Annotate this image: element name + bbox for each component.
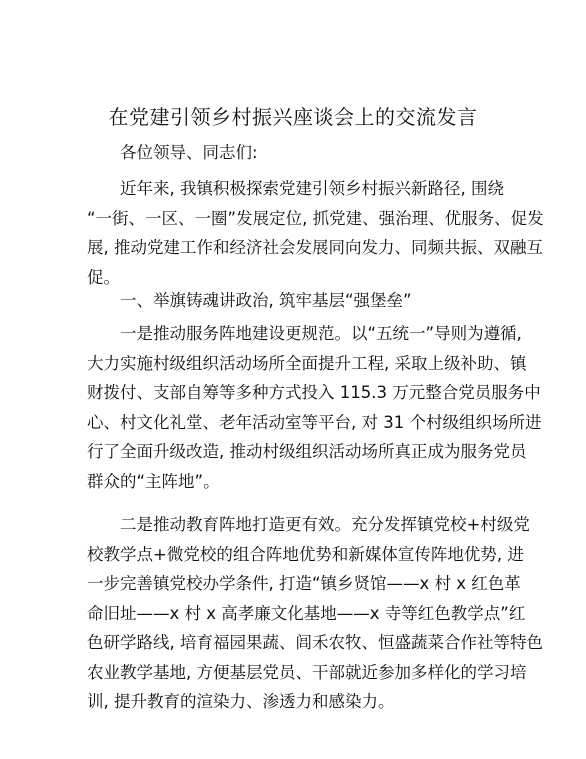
paragraph-line: 一步完善镇党校办学条件, 打造“镇乡贤馆——x 村 x 红色革	[87, 574, 521, 593]
paragraph-line: 一是推动服务阵地建设更规范。以“五统一”导则为遵循,	[120, 324, 522, 343]
paragraph-line: 行了全面升级改造, 推动村级组织活动场所真正成为服务党员	[87, 442, 527, 461]
paragraph-line: 促。	[87, 267, 120, 287]
paragraph-line: 命旧址——x 村 x 高孝廉文化基地——x 寺等红色教学点”红	[87, 603, 526, 623]
paragraph-line: 心、村文化礼堂、老年活动室等平台, 对 31 个村级组织场所进	[87, 412, 542, 432]
paragraph-line: 训, 提升教育的渲染力、渗透力和感染力。	[87, 692, 395, 711]
paragraph-line: 校教学点+微党校的组合阵地优势和新媒体宣传阵地优势, 进	[87, 544, 524, 564]
paragraph-line: 群众的“主阵地”。	[87, 471, 220, 491]
paragraph-line: 二是推动教育阵地打造更有效。充分发挥镇党校+村级党	[120, 515, 530, 534]
paragraph-line: 近年来, 我镇积极探索党建引领乡村振兴新路径, 围绕	[120, 179, 504, 198]
salutation-line: 各位领导、同志们:	[120, 143, 258, 162]
paragraph-service-position	[87, 319, 542, 496]
paragraph-line: 大力实施村级组织活动场所全面提升工程, 采取上级补助、镇	[87, 353, 527, 373]
paragraph-line: 农业教学基地, 方便基层党员、干部就近参加多样化的学习培	[87, 662, 527, 682]
paragraph-intro	[87, 174, 544, 292]
paragraph-line: 展, 推动党建工作和经济社会发展同向发力、同频共振、双融互	[87, 238, 543, 257]
paragraph-line: 色研学路线, 培育福园果蔬、闾禾农牧、恒盛蔬菜合作社等特色	[87, 633, 543, 652]
salutation	[87, 138, 502, 168]
paragraph-line: “一街、一区、一圈”发展定位, 抓党建、强治理、优服务、促发	[87, 208, 544, 228]
document-title: 在党建引领乡村振兴座谈会上的交流发言	[108, 105, 478, 129]
section-heading-text: 一、举旗铸魂讲政治, 筑牢基层“强堡垒”	[120, 291, 412, 310]
section-heading	[87, 286, 502, 316]
paragraph-line: 财拨付、支部自筹等多种方式投入 115.3 万元整合党员服务中	[87, 383, 541, 402]
paragraph-education-position	[87, 510, 543, 717]
